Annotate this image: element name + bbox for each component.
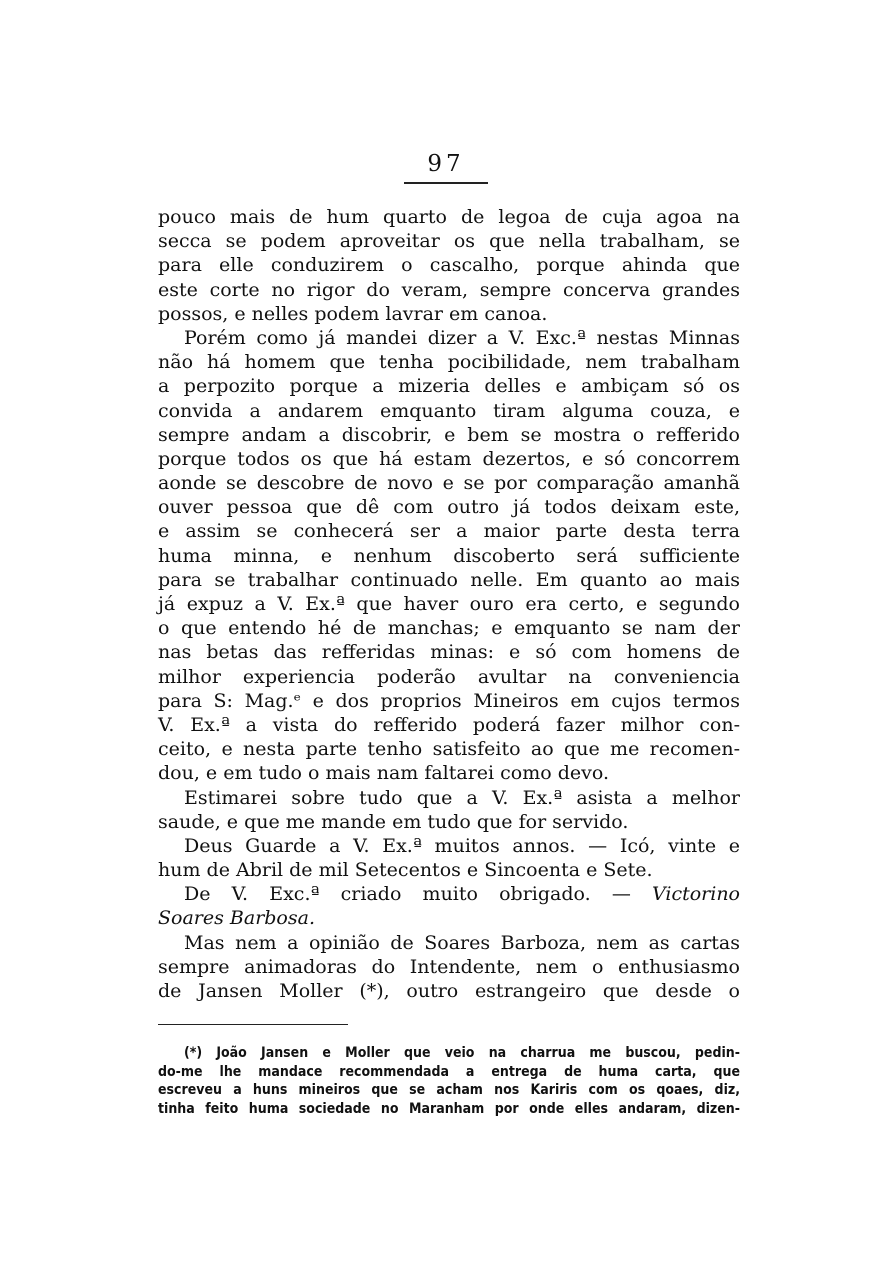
body-line: sempre andam a discobrir, e bem se mostra o refferido bbox=[158, 423, 740, 446]
body-line: aonde se descobre de novo e se por comparação amanhã bbox=[158, 472, 740, 495]
footnote-line: escreveu a huns mineiros que se acham nos Kariris com os qoaes, diz, bbox=[158, 1082, 740, 1098]
footnote-line: do-me lhe mandace recommendada a entrega de huma carta, que bbox=[158, 1063, 740, 1080]
body-line: não há homem que tenha pocibilidade, nem trabalham bbox=[158, 351, 740, 374]
footnote-rule bbox=[158, 1024, 348, 1025]
body-line: Porém como já mandei dizer a V. Exc.ª nestas Minnas bbox=[184, 326, 740, 349]
page-number-rule bbox=[404, 182, 488, 184]
body-line: já expuz a V. Ex.ª que haver ouro era certo, e segundo bbox=[158, 593, 740, 615]
body-line: Mas nem a opinião de Soares Barboza, nem as cartas bbox=[184, 931, 740, 954]
footnote bbox=[158, 1044, 740, 1118]
body-line: Estimarei sobre tudo que a V. Ex.ª asista a melhor bbox=[184, 786, 740, 809]
body-line: este corte no rigor do veram, sempre concerva grandes bbox=[158, 278, 740, 301]
body-line: ceito, e nesta parte tenho satisfeito ao que me recomen- bbox=[158, 738, 740, 761]
page-number: 97 bbox=[427, 151, 465, 177]
body-line: para elle conduzirem o cascalho, porque ahinda que bbox=[158, 254, 740, 277]
body-line: V. Ex.ª a vista do refferido poderá fazer milhor con- bbox=[158, 713, 740, 736]
body-line: hum de Abril de mil Setecentos e Sincoenta e Sete. bbox=[158, 859, 653, 882]
signature-first-name: Victorino bbox=[651, 883, 740, 906]
body-line: huma minna, e nenhum discoberto será sufficiente bbox=[158, 544, 740, 567]
body-line: para se trabalhar continuado nelle. Em quanto ao mais bbox=[158, 568, 740, 591]
body-line: e assim se conhecerá ser a maior parte desta terra bbox=[158, 520, 740, 543]
body-line: sempre animadoras do Intendente, nem o enthusiasmo bbox=[158, 955, 740, 978]
signature-surname: Soares Barbosa. bbox=[158, 907, 315, 930]
body-line: milhor experiencia poderão avultar na conveniencia bbox=[158, 665, 740, 688]
body-line: o que entendo hé de manchas; e emquanto se nam der bbox=[158, 617, 740, 640]
footnote-line: (*) João Jansen e Moller que veio na charrua me buscou, pedin- bbox=[184, 1045, 740, 1061]
closing-text: De V. Exc.ª criado muito obrigado. — bbox=[184, 883, 631, 906]
body-line: secca se podem aproveitar os que nella trabalham, se bbox=[158, 230, 740, 253]
body-line: porque todos os que há estam dezertos, e só concorrem bbox=[158, 447, 740, 470]
body-line: a perpozito porque a mizeria delles e ambiçam só os bbox=[158, 375, 740, 398]
body-text bbox=[158, 205, 740, 1003]
body-line: convida a andarem emquanto tiram alguma couza, e bbox=[158, 399, 740, 422]
body-line: possos, e nelles podem lavrar em canoa. bbox=[158, 302, 548, 325]
body-line: dou, e em tudo o mais nam faltarei como devo. bbox=[158, 762, 610, 785]
body-line: Deus Guarde a V. Ex.ª muitos annos. — Icó, vinte e bbox=[184, 834, 740, 857]
body-line: saude, e que me mande em tudo que for servido. bbox=[158, 810, 629, 833]
body-line: nas betas das refferidas minas: e só com homens de bbox=[158, 641, 740, 664]
body-line: de Jansen Moller (*), outro estrangeiro que desde o bbox=[158, 980, 740, 1002]
body-line: pouco mais de hum quarto de legoa de cuja agoa na bbox=[158, 206, 740, 228]
body-line: para S: Mag.ᵉ e dos proprios Mineiros em cujos termos bbox=[158, 689, 740, 712]
body-line: ouver pessoa que dê com outro já todos deixam este, bbox=[158, 496, 740, 519]
footnote-line: tinha feito huma sociedade no Maranham por onde elles andaram, dizen- bbox=[158, 1100, 740, 1117]
signature-line bbox=[158, 882, 740, 906]
